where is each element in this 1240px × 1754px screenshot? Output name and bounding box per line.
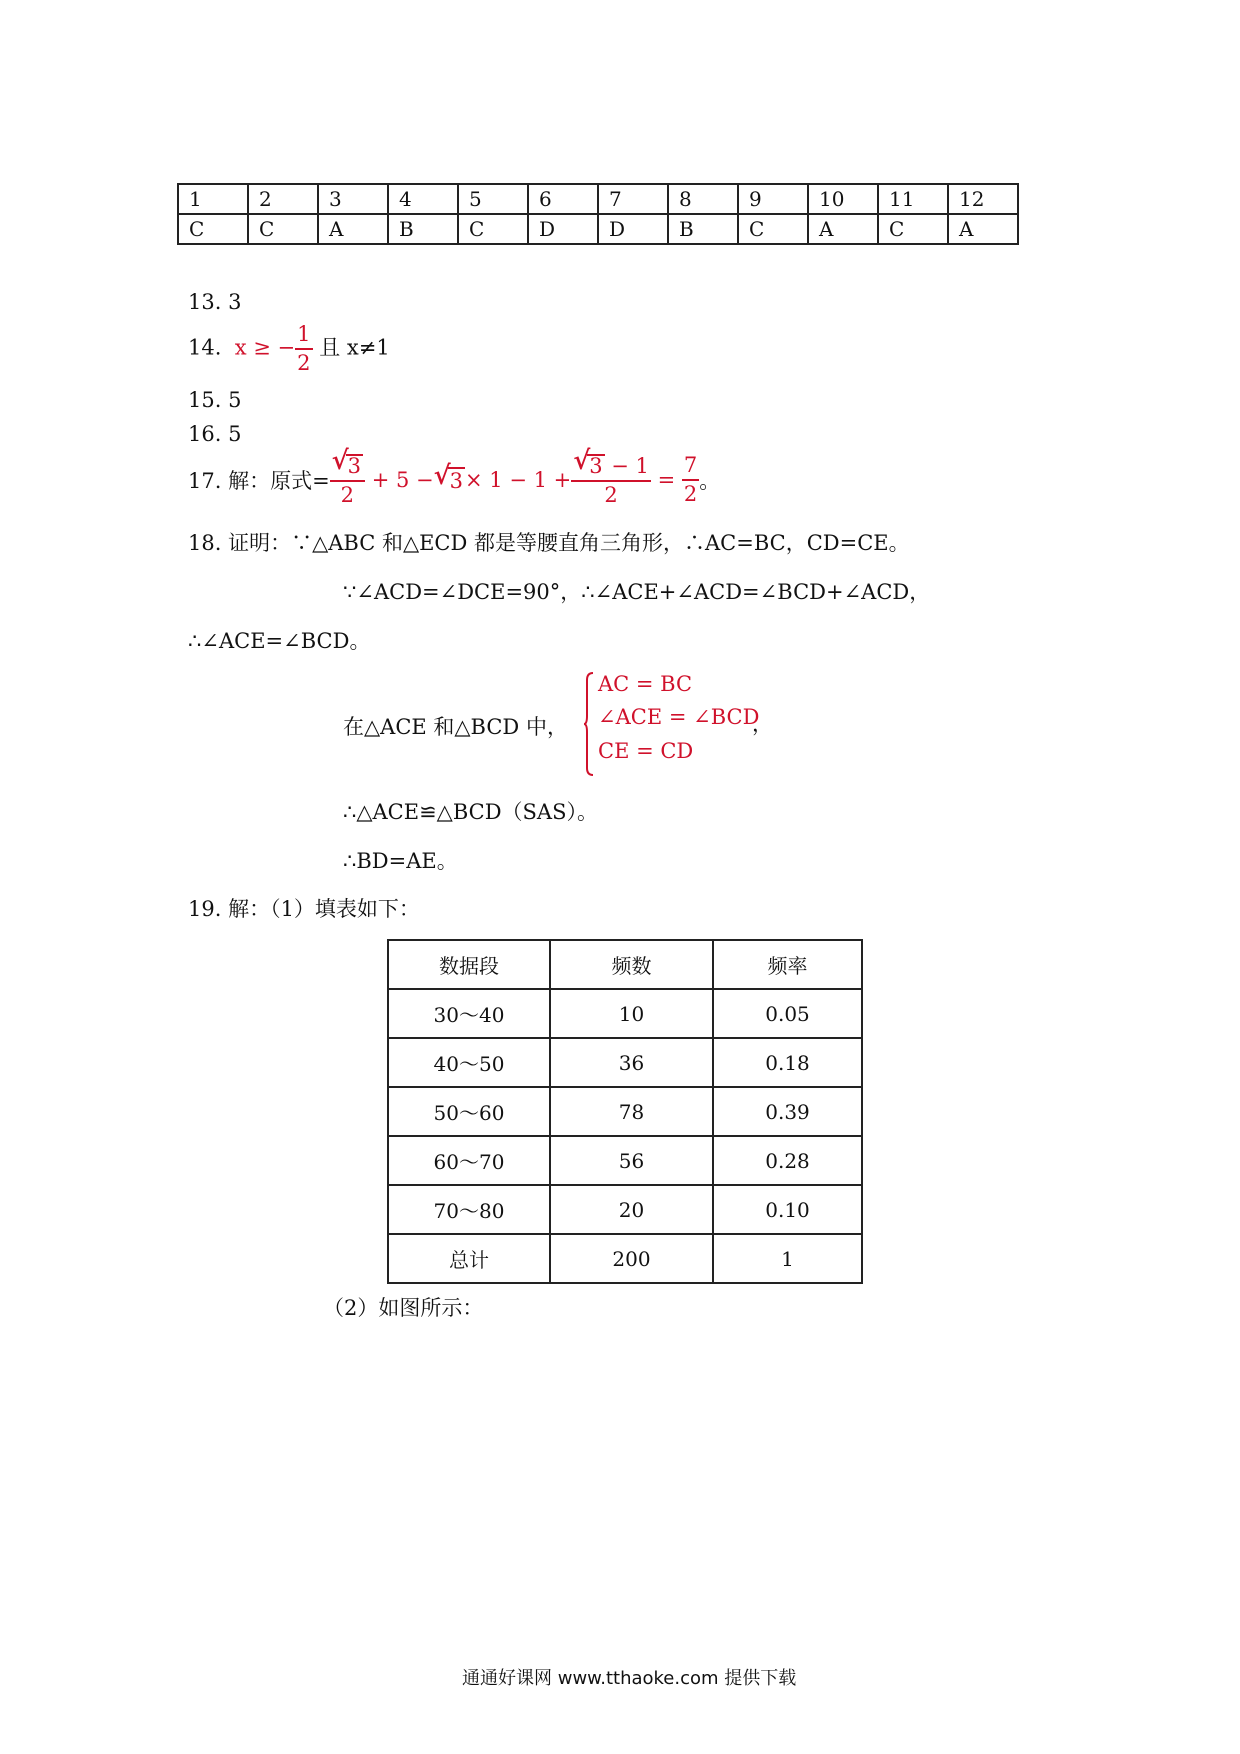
- sqrt-icon: √: [331, 446, 349, 476]
- answer-17-mid-2: × 1 − 1 +: [465, 468, 572, 492]
- answer-letter: C: [458, 214, 528, 244]
- table-row: [388, 989, 862, 1038]
- table-total-row: [388, 1234, 862, 1283]
- answer-number: 9: [738, 184, 808, 214]
- answer-17-root: [433, 461, 465, 493]
- sqrt-icon: √: [573, 446, 591, 476]
- answer-grid: [177, 183, 1019, 245]
- table-cell: 10: [550, 989, 713, 1038]
- table-cell: 0.28: [713, 1136, 862, 1185]
- answer-number: 8: [668, 184, 738, 214]
- answer-letter: C: [738, 214, 808, 244]
- answer-17-equals: =: [657, 468, 676, 492]
- radicand: 3: [449, 469, 464, 493]
- answer-19-part-2: （2）如图所示：: [323, 1296, 484, 1320]
- answer-15: 15. 5: [188, 388, 242, 412]
- answer-14-label: 14.: [188, 335, 222, 360]
- answer-letter: A: [808, 214, 878, 244]
- answer-14: [188, 324, 390, 374]
- table-row: [388, 1185, 862, 1234]
- answer-17-fraction-2: [571, 446, 651, 507]
- answer-number: 6: [528, 184, 598, 214]
- table-cell: 20: [550, 1185, 713, 1234]
- table-row: [388, 1136, 862, 1185]
- answer-19-intro: 19. 解：（1）填表如下：: [188, 897, 420, 921]
- radicand: 3: [589, 454, 603, 478]
- frequency-table: [387, 939, 863, 1284]
- table-cell: 78: [550, 1087, 713, 1136]
- system-equation-2: ∠ACE = ∠BCD: [598, 705, 760, 729]
- answer-letter: B: [668, 214, 738, 244]
- table-cell: 60～70: [388, 1136, 550, 1185]
- fraction-tail: − 1: [604, 454, 649, 478]
- answer-letter: A: [948, 214, 1018, 244]
- answer-letter: C: [178, 214, 248, 244]
- answer-number: 12: [948, 184, 1018, 214]
- answer-number: 3: [318, 184, 388, 214]
- answer-18-line-1: 18. 证明：∵△ABC 和△ECD 都是等腰直角三角形，∴AC=BC，CD=CE。: [188, 531, 910, 555]
- table-cell: 0.10: [713, 1185, 862, 1234]
- answer-18-line-2: ∵∠ACD=∠DCE=90°，∴∠ACE+∠ACD=∠BCD+∠ACD，: [343, 580, 931, 604]
- answer-17: [188, 446, 721, 507]
- table-cell: 1: [713, 1234, 862, 1283]
- page-footer: 通通好课网 www.tthaoke.com 提供下载: [462, 1668, 797, 1689]
- table-row: [388, 1038, 862, 1087]
- answer-18-line-5: ∴△ACE≌△BCD（SAS）。: [343, 800, 598, 824]
- table-cell: 总计: [388, 1234, 550, 1283]
- answer-letter: C: [248, 214, 318, 244]
- system-equation-1: AC = BC: [598, 672, 693, 696]
- answer-number: 4: [388, 184, 458, 214]
- fraction-denominator: 2: [340, 483, 355, 507]
- answer-18-line-6: ∴BD=AE。: [343, 849, 458, 873]
- fraction-denominator: 2: [683, 482, 698, 506]
- answer-number: 2: [248, 184, 318, 214]
- answer-number: 5: [458, 184, 528, 214]
- table-row: [388, 1087, 862, 1136]
- table-cell: 200: [550, 1234, 713, 1283]
- answer-14-inequality: x ≥ −: [234, 335, 296, 360]
- table-cell: 0.18: [713, 1038, 862, 1087]
- answer-18-line-4: 在△ACE 和△BCD 中，: [343, 715, 568, 739]
- answer-18-line-3: ∴∠ACE=∠BCD。: [188, 629, 371, 653]
- table-cell: 30～40: [388, 989, 550, 1038]
- system-comma: ，: [752, 712, 773, 736]
- answer-letter: B: [388, 214, 458, 244]
- answer-letter: D: [598, 214, 668, 244]
- answer-numbers-row: [178, 184, 1018, 214]
- answer-letter: C: [878, 214, 948, 244]
- table-cell: 40～50: [388, 1038, 550, 1087]
- answer-14-tail: 且 x≠1: [319, 335, 390, 360]
- column-header: 频数: [550, 940, 713, 989]
- answer-number: 11: [878, 184, 948, 214]
- table-cell: 50～60: [388, 1087, 550, 1136]
- answer-17-end: 。: [699, 469, 721, 493]
- column-header: 频率: [713, 940, 862, 989]
- table-cell: 0.39: [713, 1087, 862, 1136]
- fraction-numerator: 7: [682, 455, 699, 481]
- fraction-denominator: 2: [297, 351, 311, 375]
- answer-letter: A: [318, 214, 388, 244]
- answer-letters-row: [178, 214, 1018, 244]
- brace-icon: [584, 672, 594, 776]
- table-cell: 56: [550, 1136, 713, 1185]
- answer-16: 16. 5: [188, 422, 242, 446]
- table-header-row: [388, 940, 862, 989]
- table-cell: 0.05: [713, 989, 862, 1038]
- column-header: 数据段: [388, 940, 550, 989]
- answer-number: 1: [178, 184, 248, 214]
- answer-17-mid-1: + 5 −: [371, 468, 434, 492]
- answer-13: 13. 3: [188, 290, 242, 314]
- radicand: 3: [347, 454, 362, 478]
- answer-17-fraction-3: [682, 455, 699, 505]
- system-equation-3: CE = CD: [598, 739, 694, 763]
- sqrt-icon: √: [433, 461, 451, 491]
- table-cell: 36: [550, 1038, 713, 1087]
- answer-number: 10: [808, 184, 878, 214]
- fraction-denominator: 2: [604, 483, 618, 507]
- answer-letter: D: [528, 214, 598, 244]
- answer-14-fraction: [295, 324, 312, 374]
- answer-17-label: 17. 解：原式=: [188, 469, 330, 493]
- fraction-numerator: 1: [295, 324, 312, 350]
- table-cell: 70～80: [388, 1185, 550, 1234]
- answer-number: 7: [598, 184, 668, 214]
- answer-17-fraction-1: [330, 446, 365, 507]
